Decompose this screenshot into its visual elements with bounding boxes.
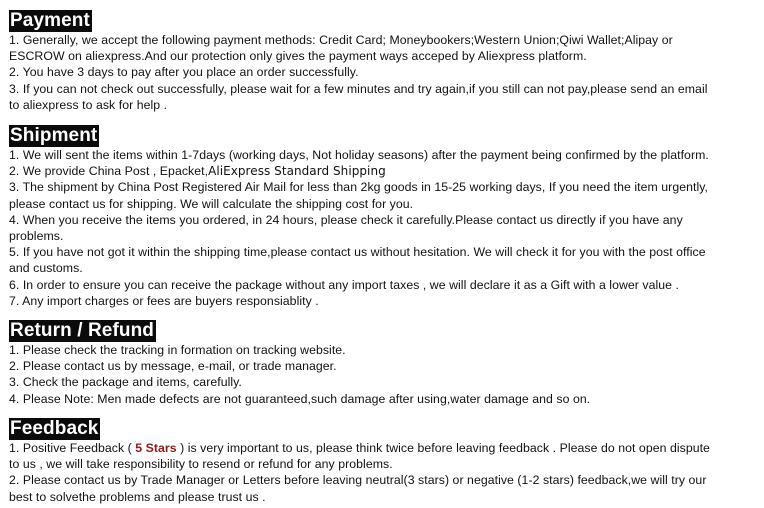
payment-heading: Payment — [10, 10, 90, 31]
feedback-section — [9, 418, 759, 505]
five-stars-label: 5 Stars — [135, 441, 181, 455]
shipment-item-2-prefix: 2. We provide China Post , Epacket, — [9, 164, 209, 179]
feedback-heading: Feedback — [10, 418, 99, 439]
feedback-item-2-line-1: 2. Please contact us by Trade Manager or Letters before leaving neutral(3 stars) or negative (1-2 stars) feedback,we will try our — [9, 473, 707, 488]
shipment-item-3-line-1: 3. The shipment by China Post Registered Air Mail for less than 2kg goods in 15-25 working days, If you need the item urgently, — [9, 180, 708, 195]
payment-item-1-line-2: ESCROW on aliexpress.And our protection only gives the payment ways acceped by Aliexpress platform. — [9, 49, 587, 64]
feedback-item-1-suffix: ) is very important to us, please think twice before leaving feedback . Please do not open dispute — [180, 441, 710, 455]
feedback-item-1-prefix: 1. Positive Feedback ( — [9, 441, 136, 455]
refund-item-1: 1. Please check the tracking in formation on tracking website. — [9, 343, 346, 357]
refund-item-3: 3. Check the package and items, carefully. — [9, 375, 242, 390]
shipment-item-7: 7. Any import charges or fees are buyers responsiablity . — [9, 293, 319, 308]
shipment-item-4-line-2: problems. — [9, 229, 64, 244]
shipment-section — [9, 125, 759, 309]
shipment-item-2-suffix: AliExpress Standard Shipping — [208, 164, 386, 179]
payment-section — [9, 10, 759, 113]
payment-item-3-line-2: to aliexpress to ask for help . — [9, 97, 168, 112]
shipment-item-5-line-1: 5. If you have not got it within the shipping time,please contact us without hesitation. We will check it for you with the post office — [9, 245, 706, 260]
shipment-item-4-line-1: 4. When you receive the items you ordered, in 24 hours, please check it carefully.Please contact us directly if you have any — [9, 212, 683, 227]
payment-item-2: 2. You have 3 days to pay after you place an order successfully. — [9, 65, 359, 80]
feedback-item-1-line-2: to us , we will take responsibility to resend or refund for any problems. — [9, 457, 393, 472]
feedback-list — [9, 440, 759, 505]
refund-heading: Return / Refund — [10, 320, 154, 341]
refund-list — [9, 342, 759, 407]
shipment-list — [9, 147, 759, 309]
shipment-item-1: 1. We will sent the items within 1-7days (working days, Not holiday seasons) after the payment being confirmed by the platform. — [9, 148, 709, 162]
payment-item-3-line-1: 3. If you can not check out successfully, please wait for a few minutes and try again,if you still can not pay,please send an email — [9, 81, 708, 96]
shipment-item-6: 6. In order to ensure you can receive the package without any import taxes , we will declare it as a Gift with a lower value . — [9, 277, 679, 292]
refund-item-2: 2. Please contact us by message, e-mail, or trade manager. — [9, 359, 337, 374]
payment-item-1-line-1: 1. Generally, we accept the following payment methods: Credit Card; Moneybookers;Western Union;Qiwi Wallet;Alipay or — [9, 33, 673, 47]
shipment-item-2 — [9, 163, 759, 179]
payment-list — [9, 32, 759, 113]
refund-section — [9, 320, 759, 407]
shipment-heading: Shipment — [10, 125, 98, 146]
feedback-item-2-line-2: best to solvethe problems and please trust us . — [9, 489, 266, 504]
refund-item-4: 4. Please Note: Men made defects are not guaranteed,such damage after using,water damage and so on. — [9, 391, 591, 406]
feedback-item-1-line-1 — [9, 440, 759, 456]
shipment-item-3-line-2: please contact us for shipping. We will calculate the shipping cost for you. — [9, 196, 414, 211]
shipment-item-5-line-2: and customs. — [9, 261, 83, 276]
